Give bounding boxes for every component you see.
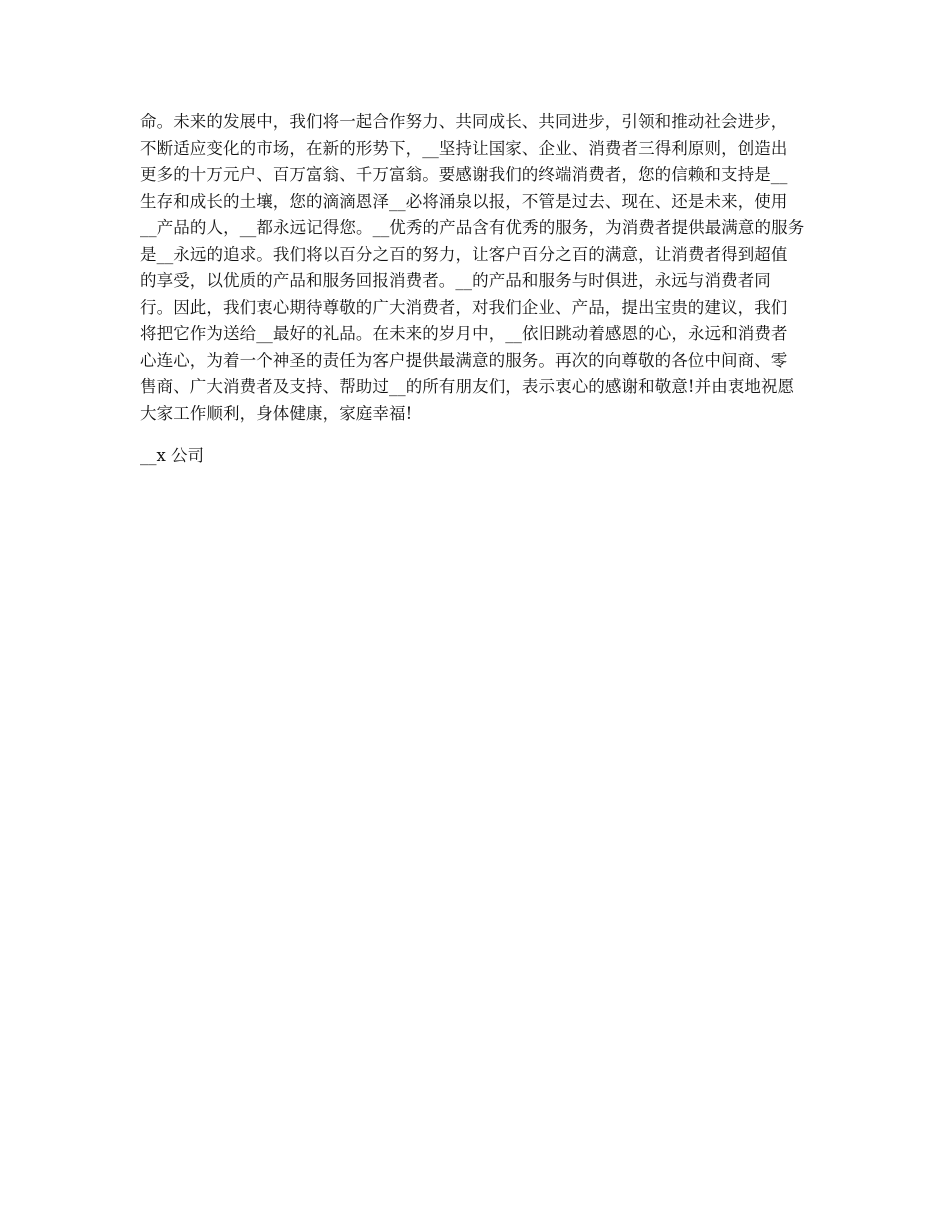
company-signature: __x 公司 — [140, 446, 205, 465]
body-line: 的享受，以优质的产品和服务回报消费者。__的产品和服务与时俱进，永远与消费者同 — [140, 271, 771, 290]
body-line: 更多的十万元户、百万富翁、千万富翁。要感谢我们的终端消费者，您的信赖和支持是__ — [140, 165, 788, 184]
body-line: 不断适应变化的市场，在新的形势下，__坚持让国家、企业、消费者三得利原则，创造出 — [140, 138, 788, 158]
body-line: 将把它作为送给__最好的礼品。在未来的岁月中，__依旧跳动着感恩的心，永远和消费者 — [140, 324, 788, 343]
body-line: 命。未来的发展中，我们将一起合作努力、共同成长、共同进步，引领和推动社会进步， — [140, 112, 788, 131]
body-line: 大家工作顺利，身体健康，家庭幸福! — [140, 403, 413, 423]
body-line: 售商、广大消费者及支持、帮助过__的所有朋友们，表示衷心的感谢和敬意!并由衷地祝愿 — [140, 377, 795, 396]
body-line: 行。因此，我们衷心期待尊敬的广大消费者，对我们企业、产品，提出宝贵的建议，我们 — [140, 297, 788, 317]
body-line: 是__永远的追求。我们将以百分之百的努力，让客户百分之百的满意，让消费者得到超值 — [140, 244, 788, 264]
body-paragraph — [140, 109, 812, 427]
body-line: __产品的人，__都永远记得您。__优秀的产品含有优秀的服务，为消费者提供最满意的服务 — [140, 218, 805, 237]
document-content — [140, 109, 812, 469]
body-line: 生存和成长的土壤，您的滴滴恩泽__必将涌泉以报，不管是过去、现在、还是未来，使用 — [140, 191, 788, 211]
body-line: 心连心，为着一个神圣的责任为客户提供最满意的服务。再次的向尊敬的各位中间商、零 — [140, 350, 788, 370]
